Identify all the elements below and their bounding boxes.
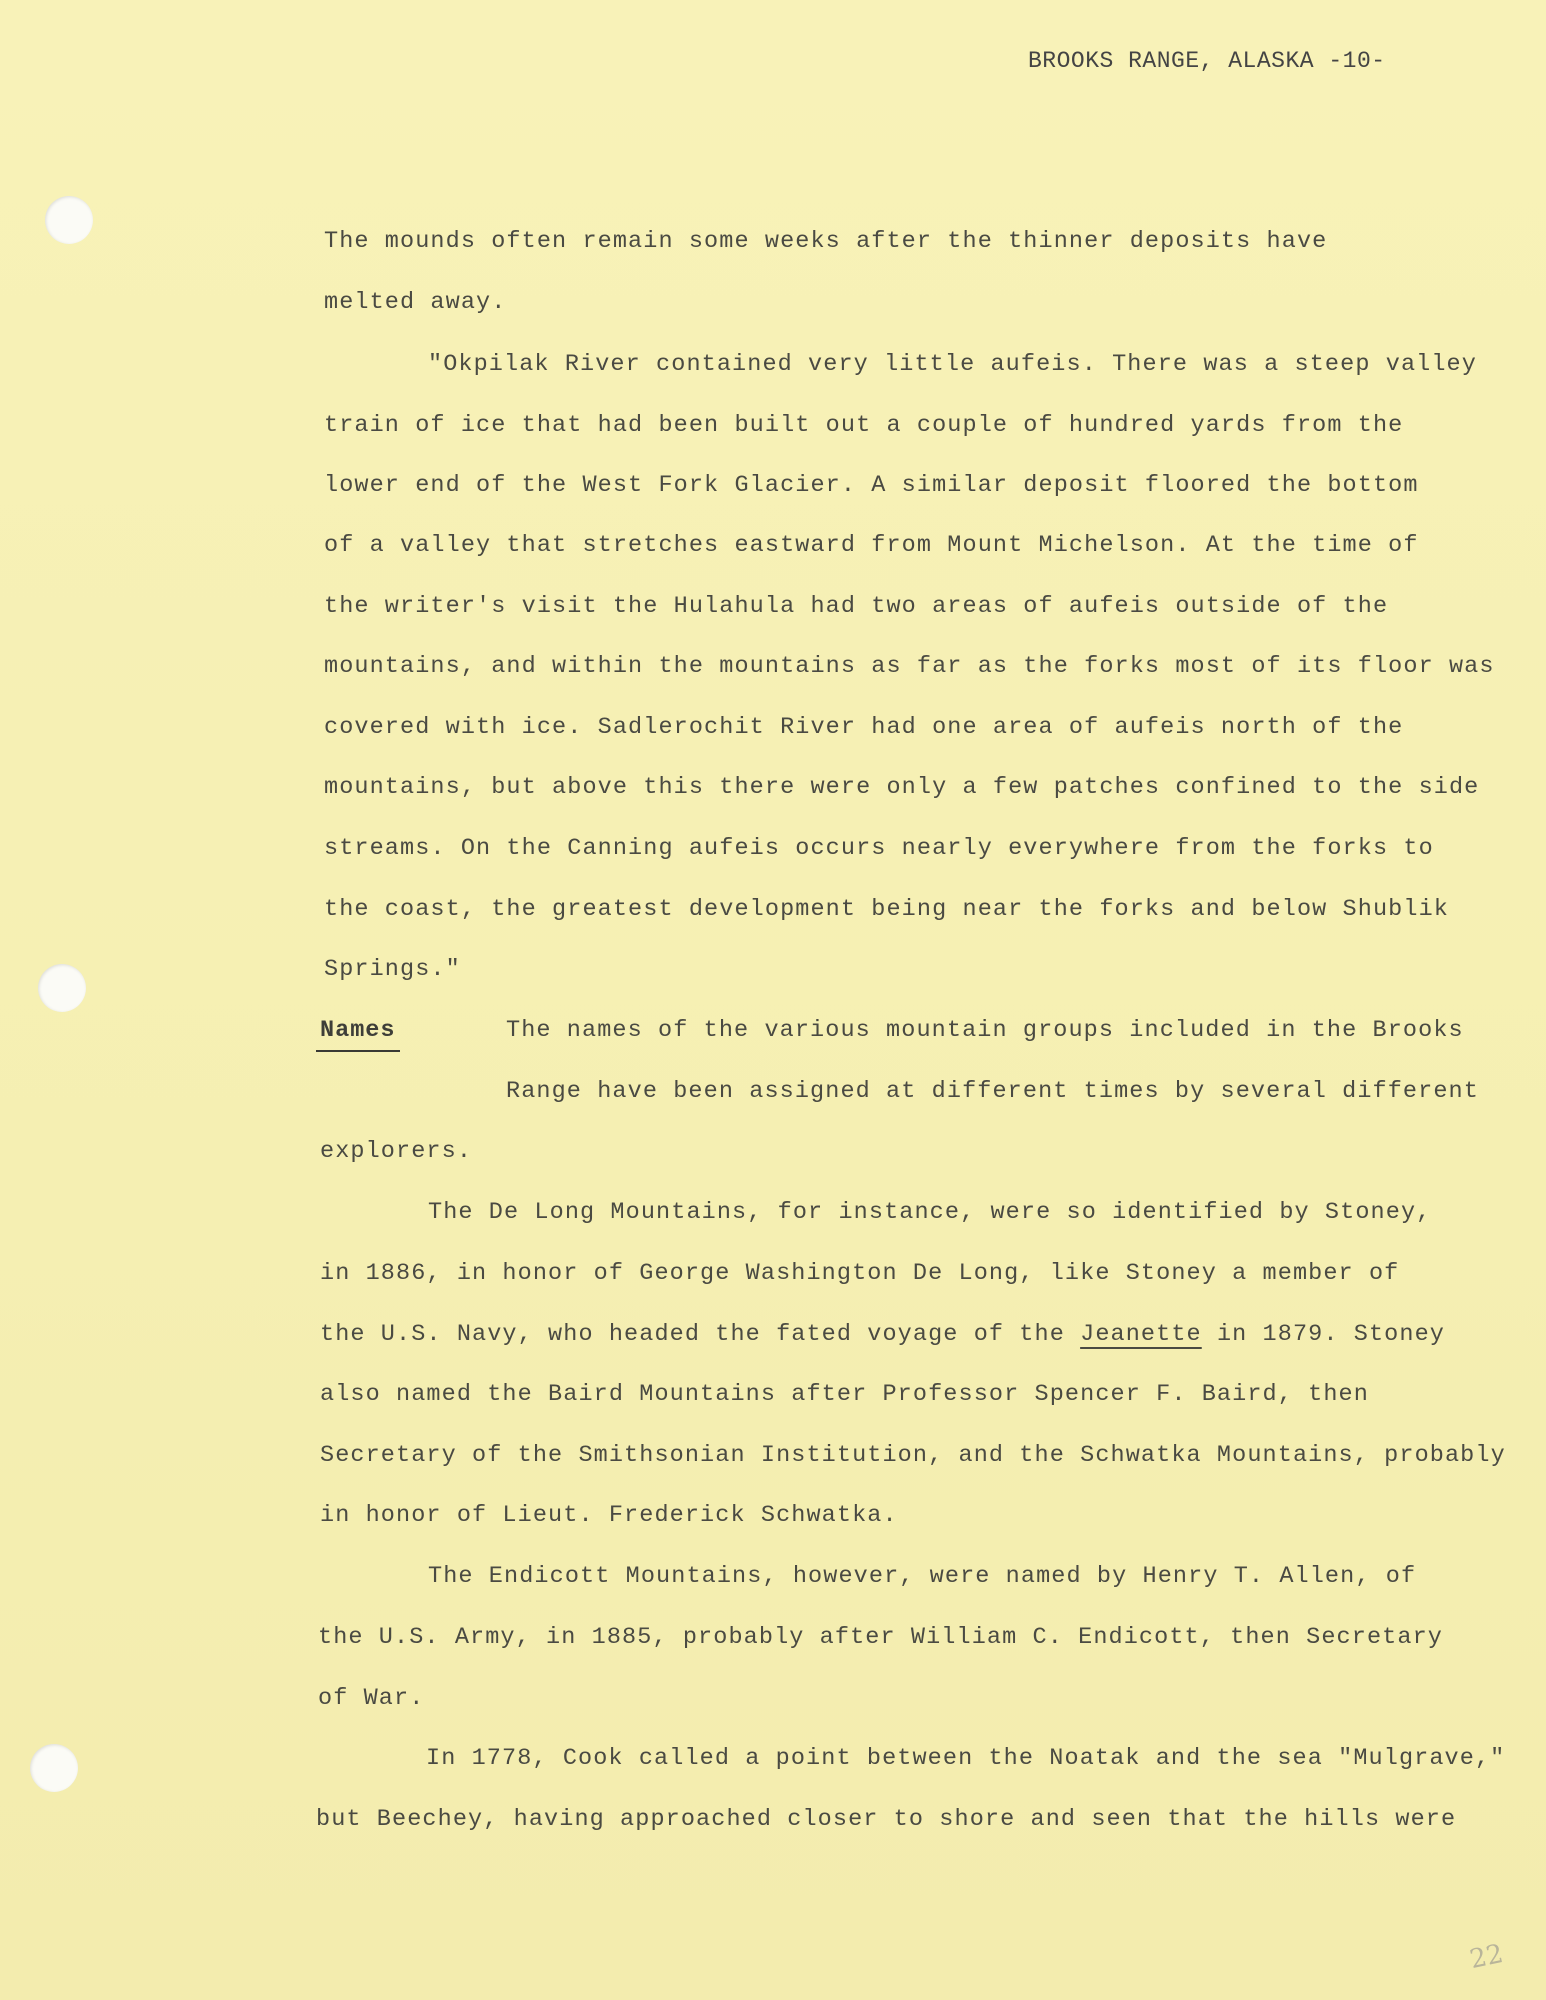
text-line: covered with ice. Sadlerochit River had one area of aufeis north of the xyxy=(324,714,1404,741)
running-head: BROOKS RANGE, ALASKA -10- xyxy=(1028,48,1386,74)
text-line: lower end of the West Fork Glacier. A similar deposit floored the bottom xyxy=(324,472,1419,499)
text-segment: the U.S. Navy, who headed the fated voyage of the xyxy=(320,1321,1081,1348)
text-line: The names of the various mountain groups included in the Brooks xyxy=(506,1017,1464,1044)
text-line: streams. On the Canning aufeis occurs nearly everywhere from the forks to xyxy=(324,835,1434,862)
text-line: "Okpilak River contained very little aufeis. There was a steep valley xyxy=(428,351,1477,378)
punch-hole xyxy=(38,964,86,1012)
text-line xyxy=(320,1321,1445,1348)
section-heading-names: Names xyxy=(320,1017,396,1044)
text-line: the U.S. Army, in 1885, probably after William C. Endicott, then Secretary xyxy=(318,1624,1443,1651)
text-line: The De Long Mountains, for instance, were so identified by Stoney, xyxy=(428,1199,1432,1226)
text-line: In 1778, Cook called a point between the Noatak and the sea "Mulgrave," xyxy=(426,1745,1506,1772)
text-line: melted away. xyxy=(324,289,507,316)
text-line: mountains, and within the mountains as far as the forks most of its floor was xyxy=(324,653,1495,680)
text-line: The mounds often remain some weeks after the thinner deposits have xyxy=(324,228,1328,255)
text-line: also named the Baird Mountains after Professor Spencer F. Baird, then xyxy=(320,1381,1369,1408)
text-line: of War. xyxy=(318,1685,425,1712)
punch-hole xyxy=(45,196,93,244)
text-line: in honor of Lieut. Frederick Schwatka. xyxy=(320,1502,898,1529)
text-line: in 1886, in honor of George Washington De Long, like Stoney a member of xyxy=(320,1260,1400,1287)
punch-hole xyxy=(30,1744,78,1792)
text-line: Range have been assigned at different times by several different xyxy=(506,1078,1479,1105)
text-line: train of ice that had been built out a couple of hundred yards from the xyxy=(324,412,1404,439)
ship-name-jeanette: Jeanette xyxy=(1080,1321,1202,1348)
text-segment: in 1879. Stoney xyxy=(1201,1321,1445,1348)
text-line: the coast, the greatest development being near the forks and below Shublik xyxy=(324,896,1449,923)
text-line: mountains, but above this there were only a few patches confined to the side xyxy=(324,774,1480,801)
text-line: Secretary of the Smithsonian Institution, and the Schwatka Mountains, probably xyxy=(320,1442,1506,1469)
text-line: Springs." xyxy=(324,956,461,983)
text-line: but Beechey, having approached closer to shore and seen that the hills were xyxy=(316,1806,1457,1833)
text-line: explorers. xyxy=(320,1138,473,1165)
text-line: The Endicott Mountains, however, were named by Henry T. Allen, of xyxy=(428,1563,1417,1590)
text-line: of a valley that stretches eastward from Mount Michelson. At the time of xyxy=(324,532,1419,559)
pencil-page-number: 22 xyxy=(1467,1938,1506,1976)
text-line: the writer's visit the Hulahula had two areas of aufeis outside of the xyxy=(324,593,1389,620)
